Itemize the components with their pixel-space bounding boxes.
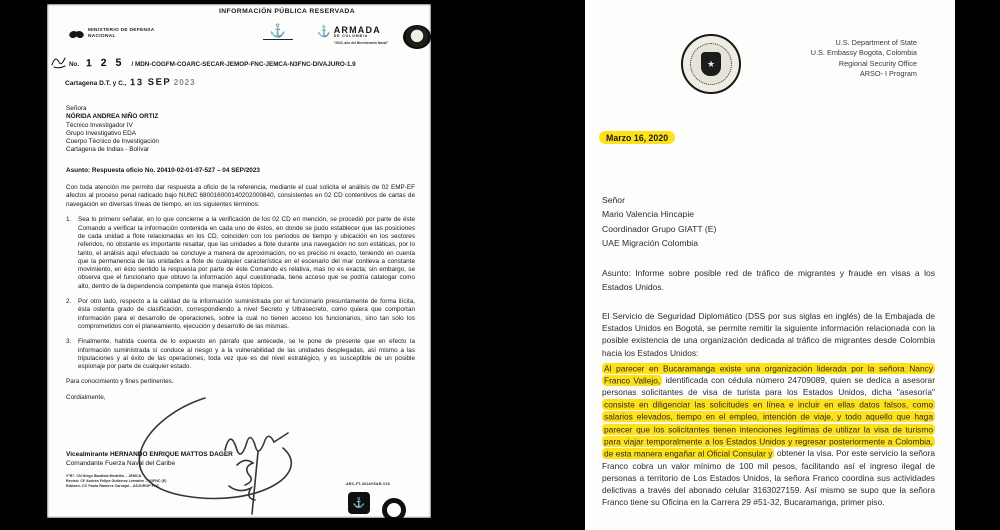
date-highlight: Marzo 16, 2020 xyxy=(599,131,675,144)
recipient-name: NÓRIDA ANDREA NIÑO ORTIZ xyxy=(66,113,159,121)
armada-name: ARMADA xyxy=(333,25,381,35)
item-text: Finalmente, habida cuenta de lo expuesto en párrafo que antecede, se le pone de presente que en efecto la información suministrada sí conduce al riesgo y a la vulnerabilidad de las unidades desplegadas, así mismo a las tripulaciones y al éxito de las operaciones, toda vez que es del nivel estratégico, y es susceptible de un posible espionaje por parte de cualquier estado. xyxy=(78,338,415,371)
item-number: 3. xyxy=(66,338,72,346)
footer-logos xyxy=(348,492,406,518)
intro-paragraph: El Servicio de Seguridad Diplomático (DSS por sus siglas en inglés) de la Embajada de Estados Unidos en Bogotá, se permite remitir la siguiente información relacionada con la posible existencia de una organización dedicada al tráfico de migrantes desde Colombia hacia los Estados Unidos: xyxy=(602,311,935,358)
item-text: Por otro lado, respecto a la calidad de la información suministrada por el funcionario presuntamente de forma ilícita, ésta ostenta grado de clasificación, correspondiendo a nivel Secreto y Ultrasecreto, como quiera que comportan información para el desarrollo de operaciones, sobre la cual no tienen acceso los funcionarios, sino tan sólo los comprometidos con el planeamiento, ejecución y desarrollo de las mismas. xyxy=(78,298,415,330)
ministry-name xyxy=(88,28,155,40)
mindefensa-crest-icon xyxy=(69,29,84,40)
item-number: 1. xyxy=(66,216,72,224)
classification-banner: INFORMACIÓN PÚBLICA RESERVADA xyxy=(218,8,356,15)
recipient-line: Coordinador Grupo GIATT (E) xyxy=(602,223,717,234)
item-text: Sea lo primero señalar, en lo que concierne a la verificación de los 02 CD en mención, se procedió por parte de éste Comando a verificar la información contenida en cada uno de éstos, en donde se pudo establecer que las posiciones de cada unidad a flote relacionadas en los CD, coinciden con los períodos de tiempo y ubicación en los sectores referidos, no obstante es importante resaltar, que las unidades a flote durante una navegación no son estáticas, por lo tanto, el análisis aquí efectuado se concluye a manera de aproximación, no es preciso ni exacto, teniendo en cuenta que la permanencia de las unidades a flote de cualquier característica en el escenario del mar conlleva a constante movimiento, en ésto sentido la respuesta por parte de éste Comando es relativa, mas no es exacta; sin embargo, se observa que el funcionario que obtuvo la información aquí cuestionada, tiene acceso que se podría catalogar como alto, dentro de la dependencia competente que maneja éstos tópicos. xyxy=(78,216,415,290)
agency-line: ARSO- I Program xyxy=(859,68,917,78)
recipient-line: UAE Migración Colombia xyxy=(602,237,698,248)
item-number: 2. xyxy=(66,298,72,306)
reference-line xyxy=(69,57,356,69)
ref-label: No. xyxy=(69,61,80,68)
form-code: ARC-FT-301AYSAR-V16 xyxy=(346,482,391,486)
agency-header xyxy=(811,38,917,79)
trace-block xyxy=(66,474,166,490)
ministry-line2: NACIONAL xyxy=(88,34,116,39)
body-paragraph xyxy=(602,362,935,508)
unit-crest-icon xyxy=(403,25,431,49)
armada-footer-logo-icon: ⚓ xyxy=(348,492,370,514)
ref-code: / MDN-COGFM-COARC-SECAR-JEMOP-FNC-JEMCA-N3FNC-DIVAJURO-1.9 xyxy=(131,61,356,68)
armada-tagline: "2023, año del Bicentenario Naval" xyxy=(333,40,389,45)
ministry-block xyxy=(69,28,155,40)
list-item xyxy=(66,298,415,331)
recipient-line: Cartagena de Indias - Bolívar xyxy=(66,146,150,154)
recipient-line: Señora xyxy=(66,105,87,112)
anchor-icon: ⚓ xyxy=(317,26,331,38)
armada-subname: DE COLOMBIA xyxy=(333,34,369,38)
ref-number-stamp: 1 2 5 xyxy=(86,56,125,70)
naval-emblem-icon: ⚓ xyxy=(263,24,293,41)
letterhead xyxy=(65,22,423,60)
recipient-block xyxy=(602,193,716,250)
plain-text: identificada con cédula número 24709089, quien se dedica a asesorar personas solicitantes de visa de turista para los Estados Unidos, dicha "asesoría" xyxy=(602,375,935,398)
recipient-line: Técnico Investigador IV xyxy=(66,121,133,129)
highlighted-text: consiste en diligenciar las solicitudes en línea e incluir en ellas datos falsos, como salarios elevados, tiempo en el empleo, intención de viaje, y todo aquello que haga parecer que los solicitantes tienen intenciones legítimas de utilizar la visa de turismo para viajar temporalmente a los Estados Unidos y regresar posteriormente a Colombia, de esta manera engañar al Oficial Consular y xyxy=(604,399,933,459)
agency-line: U.S. Department of State xyxy=(835,38,917,47)
armada-letter-page xyxy=(47,4,431,518)
ministry-line1: MINISTERIO DE DEFENSA xyxy=(88,28,155,33)
trace-line: V°B°: CN Diego Bautista Medellín – JEMCA xyxy=(66,474,142,478)
dss-seal-inner xyxy=(690,43,732,85)
footer-ring-logo-icon xyxy=(382,498,406,518)
closing-line: Para conocimiento y fines pertinentes. xyxy=(66,378,174,386)
embassy-memo-page xyxy=(585,0,955,530)
dss-badge-icon: ★ xyxy=(701,52,721,76)
intro-paragraph: Con toda atención me permito dar respuesta a oficio de la referencia, mediante el cual solicita el análisis de 02 EMP-EF afectos al proceso penal radicado bajo NUNC 680016000140202000840, consistentes en 02 CD contentivos de cartas de navegación en diversas líneas de tiempo, en los siguientes términos: xyxy=(66,184,415,208)
recipient-name: Mario Valencia Hincapie xyxy=(602,209,695,220)
signer-title: Comandante Fuerza Naval del Caribe xyxy=(66,459,176,467)
agency-line: Regional Security Office xyxy=(838,58,917,68)
handwritten-mark xyxy=(49,52,71,70)
agency-line: U.S. Embassy Bogota, Colombia xyxy=(810,48,917,58)
recipient-line: Señor xyxy=(602,195,625,205)
list-item xyxy=(66,216,415,291)
dss-seal-icon xyxy=(681,34,741,94)
place-label: Cartagena D.T. y C., xyxy=(65,80,127,87)
highlighted-text: Al parecer en Bucaramanga existe una organización liderada por la señora Nancy Franco Vallejo, xyxy=(604,363,933,386)
trace-line: Elaboró: CC Paola Ramírez Carvajal – ASJUROP FNC xyxy=(66,484,160,489)
subject-line: Asunto: Informe sobre posible red de tráfico de migrantes y fraude en visas a los Estados Unidos. xyxy=(602,268,935,292)
place-date-line xyxy=(65,77,196,88)
trace-line: Revisó: CF Andrés Felipe Gutiérrez Lemaitre – N3FNC (E) xyxy=(66,479,167,484)
date-stamp-day: 13 SEP xyxy=(129,76,171,89)
list-item xyxy=(66,338,415,371)
subject-line: Asunto: Respuesta oficio No. 20410-02-01-07-527 – 04 SEP/2023 xyxy=(66,167,260,174)
memo-date xyxy=(599,131,675,144)
signer-block xyxy=(66,451,233,468)
letter-body xyxy=(66,184,415,410)
recipient-line: Cuerpo Técnico de Investigación xyxy=(66,138,159,146)
plain-text: obtener la visa. Por este servicio la señora Franco cobra un valor mínimo de 100 mil pesos, facilitando así el ingreso ilegal de personas a territorio de Los Estados Unidos, la señora Franco coordina sus actividades delictivas a través del abonado celular 3163027159. Así mismo se supo que la señora Franco tiene su Oficina en la Carrera 29 #51-32, Bucaramanga, primer piso. xyxy=(602,448,935,508)
recipient-line: Grupo Investigativo EDA xyxy=(66,129,136,137)
recipient-block xyxy=(66,105,159,155)
date-stamp-year: 2023 xyxy=(173,78,196,87)
armada-block xyxy=(317,26,388,45)
salutation: Cordialmente, xyxy=(66,394,106,402)
signer-name: Vicealmirante HERNANDO ENRIQUE MATTOS DAGER xyxy=(66,451,233,458)
